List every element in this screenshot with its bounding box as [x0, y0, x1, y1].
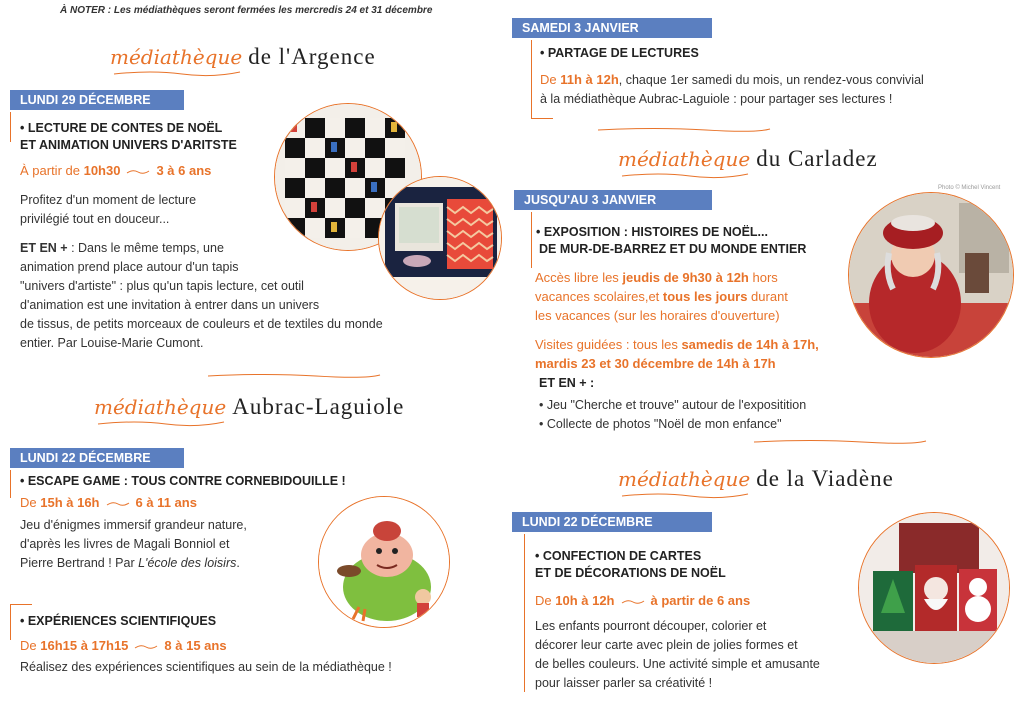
- cartes-photo: [858, 512, 1010, 664]
- date-bar-aubrac: LUNDI 22 DÉCEMBRE: [10, 448, 184, 468]
- date-bar-samedi: SAMEDI 3 JANVIER: [512, 18, 712, 38]
- tapis-photo: [378, 176, 502, 300]
- brand-script: médiathèque: [618, 147, 751, 171]
- list-item: • Collecte de photos "Noël de mon enfance": [539, 417, 782, 431]
- science-description: Réalisez des expériences scientifiques au sein de la médiathèque !: [20, 660, 392, 674]
- closure-notice: À NOTER : Les médiathèques seront fermées les mercredis 24 et 31 décembre: [60, 5, 433, 16]
- date-bar-viadene: LUNDI 22 DÉCEMBRE: [512, 512, 712, 532]
- cartes-title: • CONFECTION DE CARTES ET DE DÉCORATIONS DE NOËL: [535, 549, 726, 580]
- underline-flourish: [112, 68, 242, 78]
- underline-flourish: [96, 418, 226, 428]
- place-name: du Carladez: [756, 146, 878, 171]
- exposition-photo: [848, 192, 1014, 358]
- event-title: • LECTURE DE CONTES DE NOËL ET ANIMATION UNIVERS D'ARITSTE: [20, 121, 237, 152]
- date-bar-carladez: JUSQU'AU 3 JANVIER: [514, 190, 712, 210]
- header-argence: [110, 44, 376, 70]
- header-aubrac: [94, 394, 404, 420]
- science-time: De 16h15 à 17h15 8 à 15 ans: [20, 638, 227, 653]
- event-time: À partir de 10h30 3 à 6 ans: [20, 163, 212, 178]
- header-viadene: [618, 466, 894, 492]
- exposition-title: • EXPOSITION : HISTOIRES DE NOËL... DE MUR-DE-BARREZ ET DU MONDE ENTIER: [536, 225, 807, 256]
- place-name: de l'Argence: [248, 44, 376, 69]
- event-description: Profitez d'un moment de lecture privilégié tout en douceur... ET EN + : Dans le même temps, une animation prend place autour d'un tapis "univers d'artiste" : plus qu'un tapis lecture, cet outil d'animation est une invitation à entrer dans un univers de tissus, de petits morceaux de couleurs et de textiles du monde entier. Par Louise-Marie Cumont.: [20, 193, 383, 350]
- partage-description: De 11h à 12h, chaque 1er samedi du mois, un rendez-vous convivial à la médiathèque Aubrac-Laguiole : pour partager ses lectures !: [540, 72, 924, 106]
- accent-line: [531, 118, 553, 119]
- section-divider: [752, 438, 928, 446]
- brand-script: médiathèque: [618, 467, 751, 491]
- place-name: de la Viadène: [756, 466, 894, 491]
- date-bar-argence: LUNDI 29 DÉCEMBRE: [10, 90, 184, 110]
- cartes-time: De 10h à 12h à partir de 6 ans: [535, 593, 751, 608]
- cartes-description: Les enfants pourront découper, colorier et décorer leur carte avec plein de jolies formes et de belles couleurs. Une activité simple et amusante pour laisser parler sa créativité !: [535, 619, 820, 690]
- brand-script: médiathèque: [94, 395, 227, 419]
- partage-title: • PARTAGE DE LECTURES: [540, 46, 699, 60]
- exposition-extras: ET EN + : • Jeu "Cherche et trouve" autour de l'expositition • Collecte de photos "Noël de mon enfance": [539, 374, 899, 434]
- accent-line: [10, 604, 32, 605]
- brand-script: médiathèque: [110, 45, 243, 69]
- underline-flourish: [620, 490, 750, 500]
- science-title: • EXPÉRIENCES SCIENTIFIQUES: [20, 614, 217, 628]
- accent-line: [531, 40, 532, 118]
- escape-title: • ESCAPE GAME : TOUS CONTRE CORNEBIDOUILLE !: [20, 474, 346, 488]
- header-carladez: [618, 146, 878, 172]
- exposition-access: Accès libre les jeudis de 9h30 à 12h hors vacances scolaires,et tous les jours durant les vacances (sur les horaires d'ouverture) Visites guidées : tous les samedis de 14h à 17h, mardis 23 et 30 décembre de 14h à 17h: [535, 270, 819, 371]
- accent-line: [524, 534, 525, 692]
- escape-time: De 15h à 16h 6 à 11 ans: [20, 495, 197, 510]
- cornebidouille-illustration: [318, 496, 450, 628]
- accent-line: [10, 112, 11, 142]
- underline-flourish: [620, 170, 750, 180]
- place-name: Aubrac-Laguiole: [232, 394, 405, 419]
- accent-line: [531, 212, 532, 268]
- section-divider: [206, 372, 382, 380]
- accent-line: [10, 604, 11, 640]
- accent-line: [10, 470, 11, 498]
- section-divider: [596, 126, 772, 134]
- escape-description: Jeu d'énigmes immersif grandeur nature, d'après les livres de Magali Bonniol et Pierre Bertrand ! Par L'école des loisirs.: [20, 518, 247, 570]
- list-item: • Jeu "Cherche et trouve" autour de l'expositition: [539, 398, 807, 412]
- photo-credit: Photo © Michel Vincent: [938, 185, 1001, 191]
